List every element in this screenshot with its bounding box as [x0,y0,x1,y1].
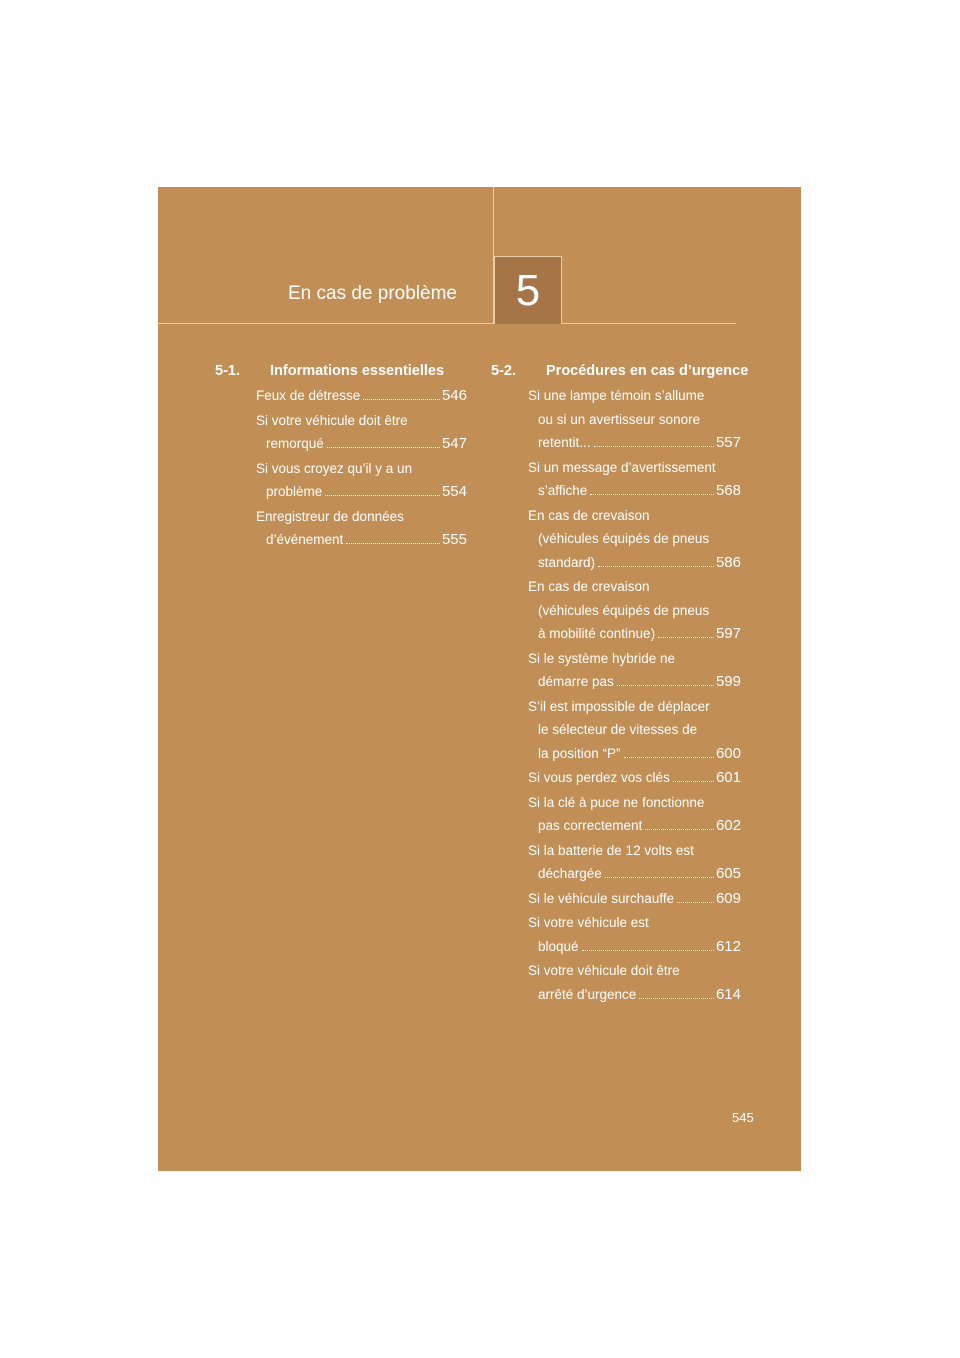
chapter-number: 5 [515,265,541,315]
dot-leader [677,902,714,903]
dot-leader [325,495,440,496]
toc-entry-text: Si vous croyez qu’il y a un [256,460,413,476]
toc-entry[interactable] [256,457,467,504]
toc-entry-list [256,384,467,552]
toc-entry-text: Si le véhicule surchauffe [528,890,675,906]
toc-page-number: 557 [715,434,741,451]
toc-page-number: 554 [441,483,467,500]
toc-page-number: 547 [441,435,467,452]
toc-entry-text: Si votre véhicule est [528,915,649,930]
toc-entry[interactable] [528,887,741,911]
dot-leader [346,543,440,544]
section-number: 5-1. [215,363,240,379]
toc-page-number: 612 [715,937,741,955]
dot-leader [598,566,714,567]
toc-entry[interactable] [528,791,741,838]
chapter-title: En cas de problème [288,283,457,304]
dot-leader [658,637,714,638]
toc-page-number: 555 [441,531,467,548]
toc-entry[interactable] [528,839,741,886]
toc-entry[interactable] [256,409,467,456]
toc-entry-text: Si un message d’avertissement [528,459,716,475]
section-title: Procédures en cas d’urgence [546,363,749,379]
toc-entry[interactable] [528,766,741,790]
toc-entry-text: arrêté d’urgence [538,986,637,1002]
toc-entry-text: démarre pas [538,674,614,689]
toc-entry[interactable] [528,504,741,575]
toc-page-number: 586 [715,553,741,571]
section-heading[interactable] [215,360,467,382]
header-horizontal-rule [158,323,736,324]
toc-entry-text: Si la clé à puce ne fonctionne [528,794,705,810]
toc-page-number: 546 [441,387,467,404]
dot-leader [639,998,714,999]
toc-entry[interactable] [528,959,741,1006]
toc-entry-text: ou si un avertisseur sonore [538,411,701,427]
toc-entry-text: Si votre véhicule doit être [528,963,680,978]
dot-leader [590,494,714,495]
toc-page-number: 597 [715,625,741,642]
toc-entry[interactable] [528,456,741,503]
toc-entry[interactable] [528,695,741,766]
toc-page-number: 614 [715,985,741,1003]
toc-entry[interactable] [528,575,741,646]
dot-leader [617,685,714,686]
toc-entry-text: à mobilité continue) [538,626,656,641]
toc-entry-text: Si votre véhicule doit être [256,412,408,428]
dot-leader [624,757,714,758]
toc-entry[interactable] [528,647,741,694]
toc-entry-text: retentit... [538,435,591,450]
toc-entry-text: problème [266,484,323,499]
toc-entry-text: S’il est impossible de déplacer [528,698,710,714]
section-heading[interactable] [491,360,749,382]
page-number: 545 [732,1110,754,1125]
toc-page-number: 599 [715,673,741,690]
toc-entry-text: s’affiche [538,483,588,498]
toc-entry-text: Si vous perdez vos clés [528,770,670,785]
toc-entry-text: Si le système hybride ne [528,650,676,666]
section-title: Informations essentielles [270,363,445,379]
toc-entry[interactable] [528,911,741,958]
toc-column-1 [215,360,467,553]
dot-leader [327,447,440,448]
toc-page-number: 568 [715,482,741,499]
dot-leader [582,950,714,951]
toc-entry-text: En cas de crevaison [528,507,650,523]
toc-entry-text: Si une lampe témoin s’allume [528,388,705,403]
toc-entry-text: la position “P” [538,745,621,761]
toc-column-2 [491,360,749,1007]
toc-entry-text: standard) [538,554,596,570]
toc-entry-text: (véhicules équipés de pneus [538,531,710,546]
toc-entry-text: pas correctement [538,818,643,833]
toc-entry-text: le sélecteur de vitesses de [538,722,698,737]
toc-page-number: 605 [715,865,741,882]
section-number: 5-2. [491,363,516,379]
toc-page-number: 602 [715,817,741,834]
toc-entry[interactable] [528,384,741,455]
toc-entry-text: remorqué [266,436,324,451]
dot-leader [645,829,714,830]
toc-entry-text: d’événement [266,532,344,547]
toc-entry-text: En cas de crevaison [528,579,650,594]
toc-entry-text: Si la batterie de 12 volts est [528,842,694,858]
toc-page-number: 609 [715,889,741,907]
toc-entry-text: Enregistreur de données [256,508,404,524]
chapter-number-tab [494,256,562,324]
toc-page-number: 601 [715,769,741,786]
dot-leader [605,877,714,878]
toc-entry[interactable] [256,505,467,552]
dot-leader [673,781,714,782]
toc-entry-text: déchargée [538,866,602,881]
toc-entry-list [528,384,741,1006]
dot-leader [363,399,440,400]
toc-entry-text: Feux de détresse [256,388,361,403]
toc-page-number: 600 [715,744,741,762]
toc-entry[interactable] [256,384,467,408]
toc-entry-text: (véhicules équipés de pneus [538,602,710,618]
toc-entry-text: bloqué [538,938,579,954]
dot-leader [594,446,714,447]
